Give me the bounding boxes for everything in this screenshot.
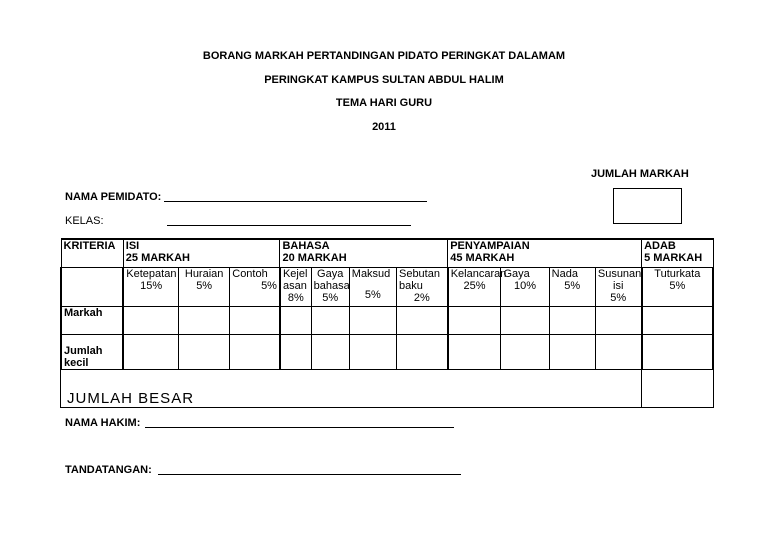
sub-sebutan-baku: Sebutan baku 2% (396, 267, 447, 306)
kelas-label: KELAS: (65, 215, 104, 227)
markah-cell[interactable] (179, 306, 230, 334)
group-bahasa (280, 239, 448, 267)
group-bahasa-name: BAHASA (282, 240, 330, 252)
markah-cell[interactable] (280, 306, 311, 334)
group-penyampaian-name: PENYAMPAIAN (450, 240, 530, 252)
markah-cell[interactable] (642, 306, 713, 334)
jumlah-kecil-cell[interactable] (396, 334, 447, 369)
jumlah-kecil-cell[interactable] (179, 334, 230, 369)
nama-hakim-label: NAMA HAKIM: (65, 417, 141, 429)
sub-tuturkata: Tuturkata 5% (642, 267, 713, 306)
markah-cell[interactable] (311, 306, 349, 334)
markah-cell[interactable] (595, 306, 641, 334)
group-adab-marks: 5 MARKAH (644, 252, 703, 264)
group-adab (642, 239, 713, 267)
kelas-line[interactable] (167, 225, 411, 226)
sub-contoh: Contoh 5% (230, 267, 280, 306)
group-isi (123, 239, 280, 267)
sub-huraian: Huraian 5% (179, 267, 230, 306)
nama-pemidato-line[interactable] (164, 201, 427, 202)
markah-cell[interactable] (396, 306, 447, 334)
markah-cell[interactable] (230, 306, 280, 334)
group-adab-name: ADAB (644, 240, 676, 252)
header-line-2: PERINGKAT KAMPUS SULTAN ABDUL HALIM (264, 74, 504, 86)
jumlah-kecil-cell[interactable] (549, 334, 595, 369)
sub-gaya: Gaya 10% (501, 267, 549, 306)
jumlah-kecil-cell[interactable] (501, 334, 549, 369)
jumlah-besar-label: JUMLAH BESAR (67, 390, 195, 407)
sub-kelancaran: Kelancaran 25% (448, 267, 501, 306)
marking-table (60, 238, 714, 370)
group-penyampaian-marks: 45 MARKAH (450, 252, 515, 264)
sub-gaya-bahasa: Gaya bahasa 5% (311, 267, 349, 306)
sub-ketepatan: Ketepatan 15% (123, 267, 178, 306)
jumlah-besar-box (60, 369, 714, 408)
jumlah-kecil-cell[interactable] (280, 334, 311, 369)
jumlah-kecil-cell[interactable] (642, 334, 713, 369)
header-line-1: BORANG MARKAH PERTANDINGAN PIDATO PERINGKAT DALAMAM (202, 50, 566, 62)
jumlah-kecil-cell[interactable] (595, 334, 641, 369)
sub-header-blank (61, 267, 123, 306)
markah-cell[interactable] (123, 306, 178, 334)
group-isi-name: ISI (125, 240, 140, 252)
jumlah-kecil-cell[interactable] (448, 334, 501, 369)
jumlah-kecil-cell[interactable] (123, 334, 178, 369)
jumlah-kecil-cell[interactable] (230, 334, 280, 369)
row-jumlah-kecil-label: Jumlah kecil (61, 334, 123, 369)
row-markah-label: Markah (61, 306, 123, 334)
sub-maksud: Maksud 5% (349, 267, 396, 306)
nama-hakim-line[interactable] (145, 427, 454, 428)
header-line-3: TEMA HARI GURU (335, 97, 433, 109)
jumlah-besar-divider (641, 370, 642, 407)
header-line-4: 2011 (372, 121, 396, 133)
sub-susunan-isi: Susunan isi 5% (595, 267, 641, 306)
tandatangan-label: TANDATANGAN: (65, 464, 152, 476)
group-bahasa-marks: 20 MARKAH (282, 252, 347, 264)
jumlah-markah-box[interactable] (613, 188, 682, 224)
markah-cell[interactable] (549, 306, 595, 334)
jumlah-kecil-cell[interactable] (311, 334, 349, 369)
group-penyampaian (448, 239, 642, 267)
markah-cell[interactable] (501, 306, 549, 334)
tandatangan-line[interactable] (158, 474, 461, 475)
sub-nada: Nada 5% (549, 267, 595, 306)
jumlah-kecil-cell[interactable] (349, 334, 396, 369)
markah-cell[interactable] (349, 306, 396, 334)
nama-pemidato-label: NAMA PEMIDATO: (65, 191, 162, 203)
kriteria-header: KRITERIA (61, 239, 123, 267)
group-isi-marks: 25 MARKAH (125, 252, 190, 264)
markah-cell[interactable] (448, 306, 501, 334)
sub-kejelasan: Kejel asan 8% (280, 267, 311, 306)
jumlah-markah-label: JUMLAH MARKAH (591, 168, 689, 180)
